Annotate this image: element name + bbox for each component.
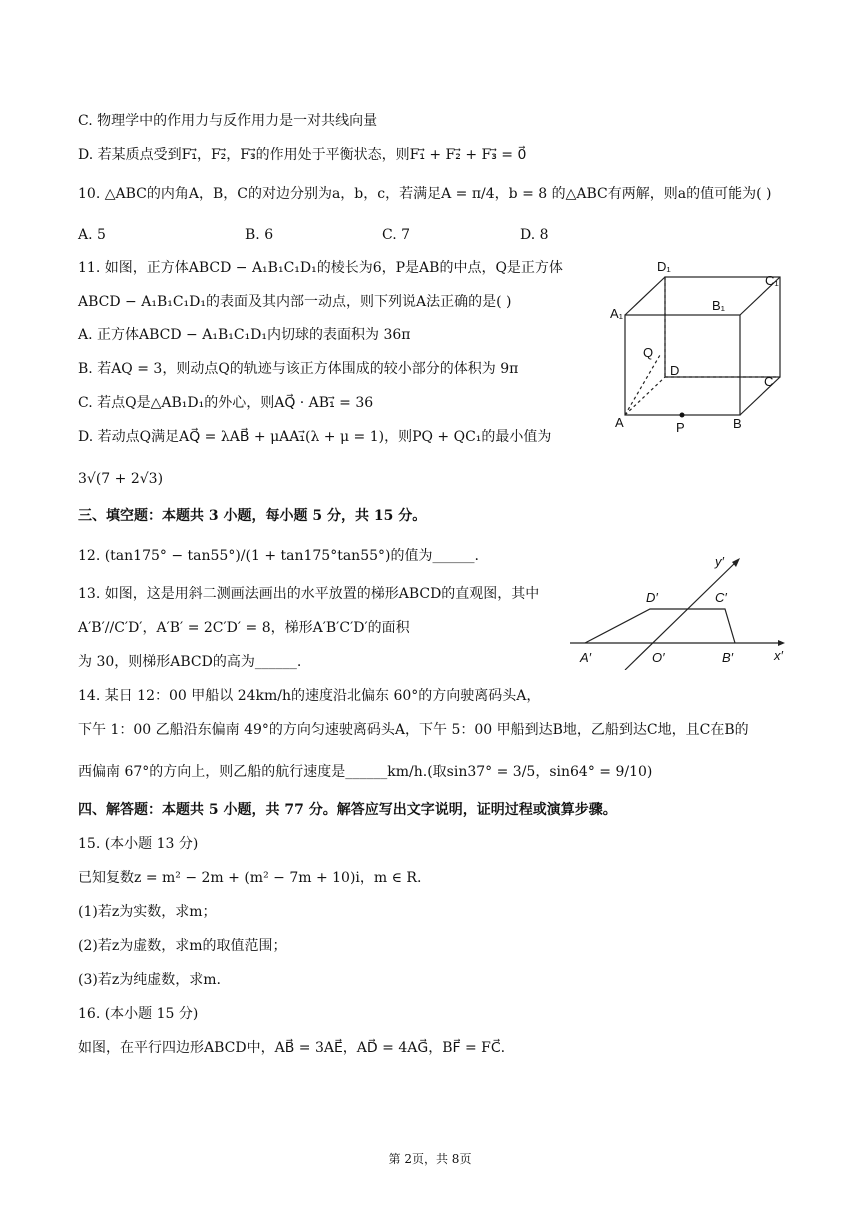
cube-label-b1: B₁ [712, 298, 726, 313]
trap-label-c: C′ [715, 590, 727, 605]
trap-label-o: O′ [652, 650, 665, 665]
q9-option-c: C. 物理学中的作用力与反作用力是一对共线向量 [78, 113, 378, 129]
cube-label-p: P [676, 420, 685, 435]
cube-label-c1: C₁ [765, 273, 779, 288]
q15-part3: (3)若z为纯虚数，求m. [78, 972, 221, 988]
q11-option-c: C. 若点Q是△AB₁D₁的外心，则AQ⃗ · AB₁⃗ = 36 [78, 395, 374, 411]
q15-part2: (2)若z为虚数，求m的取值范围； [78, 938, 287, 954]
q14-stem-line1: 14. 某日 12：00 甲船以 24km/h的速度沿北偏东 60°的方向驶离码头A， [78, 688, 541, 704]
q14-stem-line3: 西偏南 67°的方向上，则乙船的航行速度是______km/h.(取sin37° = 3/5，sin64° = 9/10) [78, 764, 653, 780]
q10-option-b: B. 6 [245, 227, 274, 243]
q13-stem-line2: A′B′//C′D′，A′B′ = 2C′D′ = 8，梯形A′B′C′D′的面积 [78, 620, 410, 636]
section-4-heading: 四、解答题：本题共 5 小题，共 77 分。解答应写出文字说明，证明过程或演算步骤。 [78, 802, 617, 818]
q11-stem-line2: ABCD − A₁B₁C₁D₁的表面及其内部一动点，则下列说A法正确的是( ) [78, 294, 512, 310]
q10-option-a: A. 5 [78, 227, 106, 243]
q11-stem-line1: 11. 如图，正方体ABCD − A₁B₁C₁D₁的棱长为6，P是AB的中点，Q是正方体 [78, 260, 563, 276]
q15-heading: 15. (本小题 13 分) [78, 836, 199, 852]
q11-option-d: D. 若动点Q满足AQ⃗ = λAB⃗ + μAA₁⃗(λ + μ = 1)，则PQ + QC₁的最小值为 [78, 429, 552, 445]
q16-heading: 16. (本小题 15 分) [78, 1006, 199, 1022]
q15-stem: 已知复数z = m² − 2m + (m² − 7m + 10)i，m ∈ R. [78, 870, 422, 886]
q9-option-d: D. 若某质点受到F₁⃗，F₂⃗，F₃⃗的作用处于平衡状态，则F₁⃗ + F₂⃗ + F₃⃗ = 0⃗ [78, 147, 527, 163]
cube-label-c: C [764, 374, 774, 389]
q15-part1: (1)若z为实数，求m； [78, 904, 217, 920]
cube-label-q: Q [643, 345, 654, 360]
q12-stem: 12. (tan175° − tan55°)/(1 + tan175°tan55°)的值为______. [78, 548, 479, 564]
q11-option-d-value: 3√(7 + 2√3) [78, 471, 164, 487]
trap-label-x: x′ [774, 648, 783, 663]
cube-label-a: A [615, 415, 624, 430]
q11-option-a: A. 正方体ABCD − A₁B₁C₁D₁内切球的表面积为 36π [78, 327, 411, 343]
trapezoid-figure [570, 550, 800, 670]
trap-label-b: B′ [722, 650, 734, 665]
q14-stem-line2: 下午 1：00 乙船沿东偏南 49°的方向匀速驶离码头A，下午 5：00 甲船到达B地，乙船到达C地，且C在B的 [78, 722, 749, 738]
trap-label-d: D′ [646, 590, 658, 605]
trap-label-a: A′ [580, 650, 592, 665]
q13-stem-line3: 为 30，则梯形ABCD的高为______. [78, 654, 302, 670]
q10-option-d: D. 8 [520, 227, 549, 243]
trap-label-y: y′ [715, 554, 724, 569]
cube-label-a1: A₁ [610, 306, 624, 321]
cube-label-d1: D₁ [657, 259, 671, 274]
cube-label-d: D [670, 363, 680, 378]
page-footer: 第 2页，共 8页 [388, 1152, 472, 1166]
q10-stem: 10. △ABC的内角A，B，C的对边分别为a，b，c，若满足A = π/4，b = 8 的△ABC有两解，则a的值可能为( ) [78, 186, 772, 202]
q11-option-b: B. 若AQ = 3，则动点Q的轨迹与该正方体围成的较小部分的体积为 9π [78, 361, 519, 377]
section-3-heading: 三、填空题：本题共 3 小题，每小题 5 分，共 15 分。 [78, 508, 427, 524]
cube-label-b: B [733, 416, 742, 431]
q13-stem-line1: 13. 如图，这是用斜二测画法画出的水平放置的梯形ABCD的直观图，其中 [78, 586, 540, 602]
q16-stem: 如图，在平行四边形ABCD中，AB⃗ = 3AE⃗，AD⃗ = 4AG⃗，BF⃗ = FC⃗. [78, 1040, 506, 1056]
q10-option-c: C. 7 [382, 227, 411, 243]
cube-figure [600, 255, 800, 435]
